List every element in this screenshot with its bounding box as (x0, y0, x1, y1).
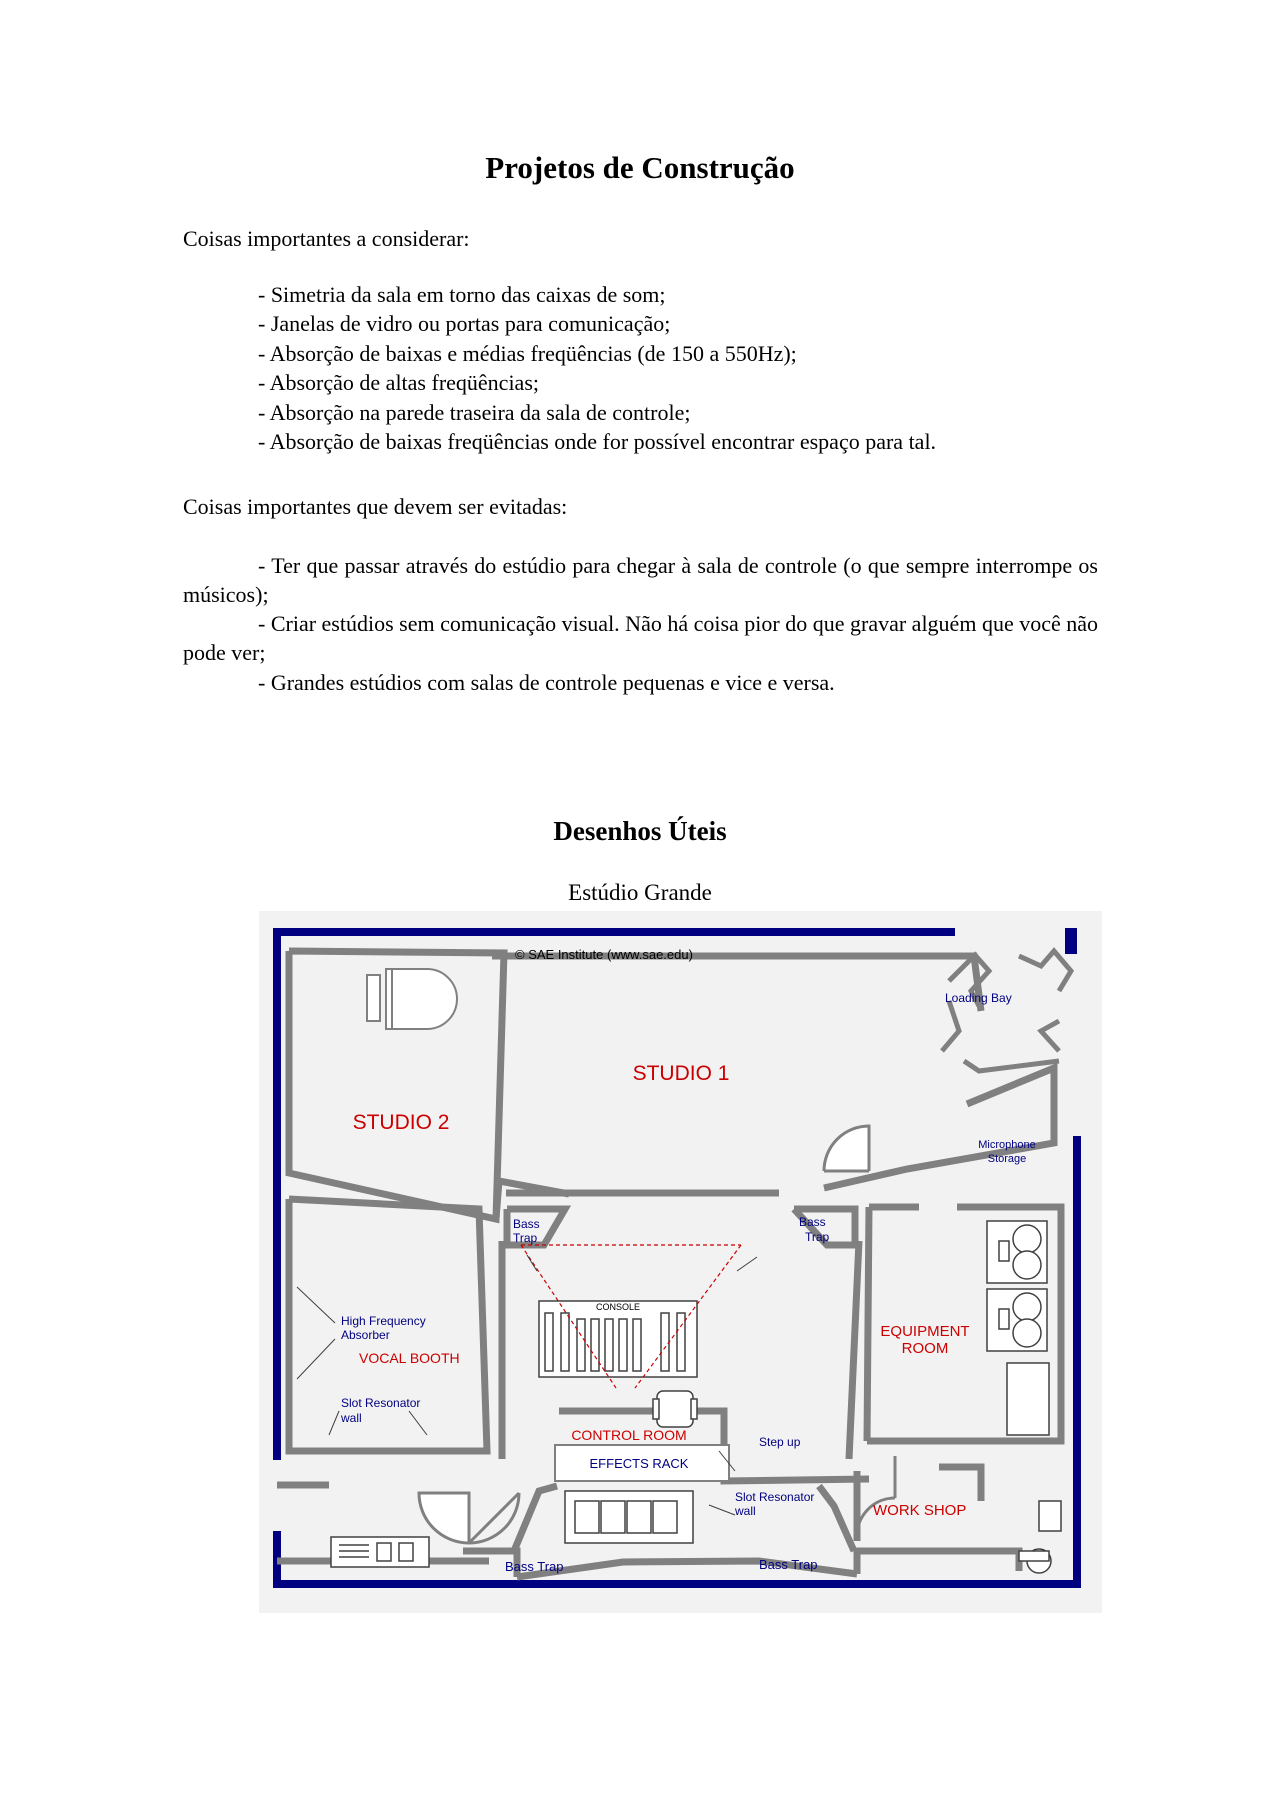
bass-trap-right-label: Bass (799, 1215, 826, 1229)
console-label: CONSOLE (595, 1302, 641, 1312)
console (539, 1301, 697, 1377)
chair (653, 1391, 697, 1427)
list-item: - Absorção de baixas e médias freqüências (de 150 a 550Hz); (258, 340, 797, 366)
piano (367, 969, 457, 1029)
bass-trap-left-label: Bass (513, 1217, 540, 1231)
avoid-heading: Coisas importantes que devem ser evitadas: (183, 494, 568, 519)
storage-label: Storage (987, 1153, 1027, 1165)
room-label: ROOM (901, 1340, 949, 1357)
bass-trap-left-label-2: Trap (513, 1231, 538, 1245)
consider-heading: Coisas importantes a considerar: (183, 226, 470, 251)
equipment-label: EQUIPMENT (880, 1323, 970, 1340)
slot-resonator-right-label: Slot Resonator (735, 1490, 815, 1504)
list-item: - Absorção de baixas freqüências onde for possível encontrar espaço para tal. (258, 429, 937, 455)
microphone-label: Microphone (978, 1139, 1036, 1151)
slot-resonator-right-label-2: wall (735, 1504, 756, 1518)
hf-absorber-label: High Frequency (341, 1314, 426, 1328)
list-item: - Simetria da sala em torno das caixas de som; (258, 282, 666, 307)
effects-rack-label: EFFECTS RACK (589, 1456, 689, 1471)
floorplan-figure (259, 911, 1102, 1613)
sofa (565, 1491, 693, 1543)
slot-resonator-left-label-2: wall (341, 1411, 362, 1425)
slot-resonator-left-label: Slot Resonator (341, 1396, 421, 1410)
step-up-label: Step up (759, 1435, 801, 1449)
copyright-label: © SAE Institute (www.sae.edu) (515, 947, 693, 962)
studio2-label: STUDIO 2 (352, 1111, 450, 1134)
avoid-item: - Criar estúdios sem comunicação visual. Não há coisa pior do que gravar alguém que você não pode ver; (183, 611, 1098, 665)
control-room-label: CONTROL ROOM (571, 1427, 687, 1443)
lobby-desk (331, 1537, 429, 1567)
list-item: - Janelas de vidro ou portas para comunicação; (258, 311, 671, 337)
bass-trap-rear-right-label: Bass Trap (759, 1557, 818, 1572)
work-shop-label: WORK SHOP (873, 1502, 967, 1519)
consider-list (258, 280, 936, 456)
avoid-item: - Ter que passar através do estúdio para chegar à sala de controle (o que sempre interrompe os músicos); (183, 553, 1098, 607)
loading-bay-label: Loading Bay (945, 991, 1012, 1005)
list-item: - Absorção na parede traseira da sala de controle; (258, 399, 691, 425)
list-item: - Absorção de altas freqüências; (258, 370, 539, 396)
section-title: Desenhos Úteis (553, 816, 727, 846)
avoid-item: - Grandes estúdios com salas de controle pequenas e vice e versa. (258, 670, 835, 695)
studio1-label: STUDIO 1 (632, 1062, 730, 1085)
bass-trap-right-label-2: Trap (805, 1230, 830, 1244)
vocal-booth-label: VOCAL BOOTH (359, 1350, 460, 1366)
bass-trap-rear-left-label: Bass Trap (505, 1559, 564, 1574)
hf-absorber-label-2: Absorber (341, 1328, 390, 1342)
page-title: Projetos de Construção (485, 150, 795, 185)
figure-caption: Estúdio Grande (568, 880, 712, 905)
